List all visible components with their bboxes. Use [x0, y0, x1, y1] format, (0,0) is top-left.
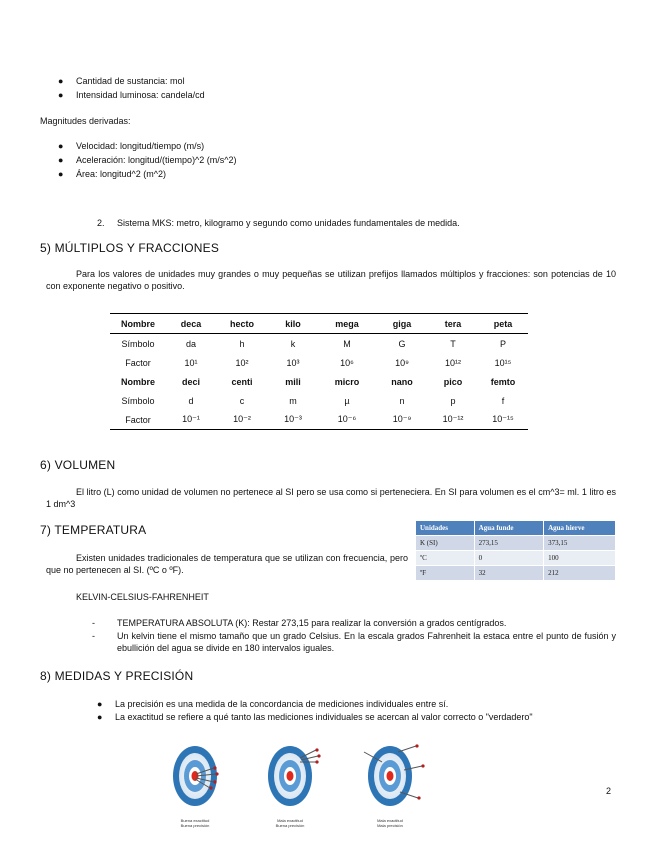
table-cell: m	[289, 395, 297, 406]
table-cell: mili	[285, 376, 301, 387]
bullet-dot: ●	[97, 712, 103, 722]
table-cell: 10³	[286, 357, 300, 368]
dash-glyph: -	[92, 618, 95, 628]
table-cell: pico	[443, 376, 463, 387]
dash-item	[92, 630, 616, 654]
mks-text: Sistema MKS: metro, kilogramo y segundo como unidades fundamentales de medida.	[117, 218, 460, 228]
section-8-heading: 8) MEDIDAS Y PRECISIÓN	[40, 669, 194, 683]
table-header-cell: Agua hierve	[544, 521, 616, 536]
table-cell: femto	[490, 376, 516, 387]
table-cell: T	[450, 338, 456, 349]
table-cell: Nombre	[120, 376, 155, 387]
table-cell: 10⁻⁶	[318, 410, 376, 430]
table-cell: 10¹²	[444, 357, 461, 368]
section-6-paragraph: El litro (L) como unidad de volumen no pertenece al SI pero se usa como si perteneciera. En SI para volumen es el cm^3= ml. 1 litro es 1 dm^3	[46, 487, 616, 509]
table-cell: c	[239, 395, 245, 406]
table-cell: 10⁻¹⁵	[478, 410, 528, 430]
page-number: 2	[606, 786, 612, 796]
table-header-cell: Unidades	[416, 521, 475, 536]
dash-item	[92, 617, 616, 629]
table-cell: P	[499, 338, 506, 349]
section-6-heading: 6) VOLUMEN	[40, 458, 116, 472]
table-cell: 10⁹	[395, 357, 409, 368]
bullet-text: Aceleración: longitud/(tiempo)^2 (m/s^2)	[76, 155, 237, 165]
section-5-paragraph: Para los valores de unidades muy grandes o muy pequeñas se utilizan prefijos llamados múltiplos y fracciones: son potencias de 10 con exponente negativo o positivo.	[46, 269, 616, 291]
table-cell: mega	[318, 314, 376, 334]
target-caption: Buena exactitud Buena precisión	[180, 818, 210, 828]
table-cell: 0	[474, 551, 543, 566]
table-cell: 373,15	[544, 536, 616, 551]
bullet-text: Cantidad de sustancia: mol	[76, 76, 185, 86]
target-caption: Mala exactitud Mala precisión	[377, 818, 403, 828]
table-cell: 10¹⁵	[494, 357, 512, 368]
table-row	[416, 566, 616, 581]
table-cell: tera	[428, 314, 478, 334]
dash-text: Un kelvin tiene el mismo tamaño que un grado Celsius. En la escala grados Fahrenheit la estaca entre el punto de fusión y ebullición del agua se divide en 180 intervalos iguales.	[117, 631, 616, 653]
table-cell: Símbolo	[121, 395, 155, 406]
table-cell: centi	[231, 376, 253, 387]
bullet-text: La precisión es una medida de la concordancia de mediciones individuales entre sí.	[115, 699, 449, 709]
table-cell: f	[501, 395, 505, 406]
table-cell: Símbolo	[121, 338, 155, 349]
table-row	[110, 353, 528, 372]
bullet-dot: ●	[58, 169, 64, 179]
table-cell: d	[188, 395, 194, 406]
table-cell: Nombre	[110, 314, 166, 334]
bullet-text: Velocidad: longitud/tiempo (m/s)	[76, 141, 205, 151]
table-cell: µ	[344, 395, 350, 406]
section-7-heading: 7) TEMPERATURA	[40, 523, 147, 537]
bullet-text: Área: longitud^2 (m^2)	[76, 169, 166, 179]
targets-illustration	[150, 740, 450, 820]
table-cell: micro	[334, 376, 360, 387]
target-caption: Mala exactitud Buena precisión	[275, 818, 305, 828]
temperature-table	[415, 520, 616, 581]
bullet-dot: ●	[58, 155, 64, 165]
bullet-dot: ●	[58, 76, 64, 86]
table-cell: 10⁶	[340, 357, 354, 368]
table-cell: p	[450, 395, 456, 406]
table-cell: 10⁻⁹	[376, 410, 428, 430]
bullet-dot: ●	[97, 699, 103, 709]
table-cell: 212	[544, 566, 616, 581]
table-cell: 10⁻²	[216, 410, 268, 430]
table-row	[110, 391, 528, 410]
table-row	[110, 334, 528, 354]
table-cell: da	[185, 338, 196, 349]
bullet-text: Intensidad luminosa: candela/cd	[76, 90, 205, 100]
target-bad-accuracy-good-precision	[268, 746, 321, 806]
table-cell: deca	[166, 314, 216, 334]
table-header-cell: Agua funde	[474, 521, 543, 536]
table-cell: deci	[181, 376, 200, 387]
table-row	[110, 314, 528, 334]
section-7-paragraph: Existen unidades tradicionales de temperatura que se utilizan con frecuencia, pero que no pertenecen al SI. (ºC o ºF).	[46, 553, 408, 575]
table-cell: 10¹	[184, 357, 198, 368]
dash-text: TEMPERATURA ABSOLUTA (K): Restar 273,15 para realizar la conversión a grados centígrados.	[117, 618, 507, 628]
table-row	[416, 551, 616, 566]
table-cell: k	[290, 338, 296, 349]
table-cell: ºC	[416, 551, 475, 566]
table-cell: 10⁻³	[268, 410, 318, 430]
table-header-row	[416, 521, 616, 536]
table-cell: giga	[376, 314, 428, 334]
table-row	[110, 372, 528, 391]
temperature-scales: KELVIN-CELSIUS-FAHRENHEIT	[76, 592, 209, 602]
table-cell: 100	[544, 551, 616, 566]
bullet-text: La exactitud se refiere a qué tanto las mediciones individuales se acercan al valor correcto o "verdadero"	[115, 712, 533, 722]
table-cell: Factor	[125, 357, 151, 368]
mks-number: 2.	[97, 218, 105, 228]
target-bad-accuracy-bad-precision	[364, 744, 425, 806]
table-cell: 10²	[235, 357, 249, 368]
table-cell: K (SI)	[416, 536, 475, 551]
target-good-accuracy-good-precision	[173, 746, 219, 806]
table-cell: 32	[474, 566, 543, 581]
dash-glyph: -	[92, 631, 95, 641]
table-cell: 10⁻¹	[166, 410, 216, 430]
table-row	[416, 536, 616, 551]
bullet-dot: ●	[58, 90, 64, 100]
table-cell: hecto	[216, 314, 268, 334]
table-cell: M	[343, 338, 351, 349]
derived-title: Magnitudes derivadas:	[40, 116, 131, 126]
table-cell: peta	[478, 314, 528, 334]
table-cell: n	[399, 395, 405, 406]
table-cell: Factor	[110, 410, 166, 430]
table-cell: 273,15	[474, 536, 543, 551]
table-cell: nano	[391, 376, 413, 387]
section-5-heading: 5) MÚLTIPLOS Y FRACCIONES	[40, 241, 220, 255]
table-cell: G	[398, 338, 406, 349]
prefix-table	[110, 313, 528, 430]
table-cell: h	[239, 338, 245, 349]
table-cell: kilo	[268, 314, 318, 334]
table-cell: 10⁻¹²	[428, 410, 478, 430]
table-row	[110, 410, 528, 430]
table-cell: ºF	[416, 566, 475, 581]
bullet-dot: ●	[58, 141, 64, 151]
